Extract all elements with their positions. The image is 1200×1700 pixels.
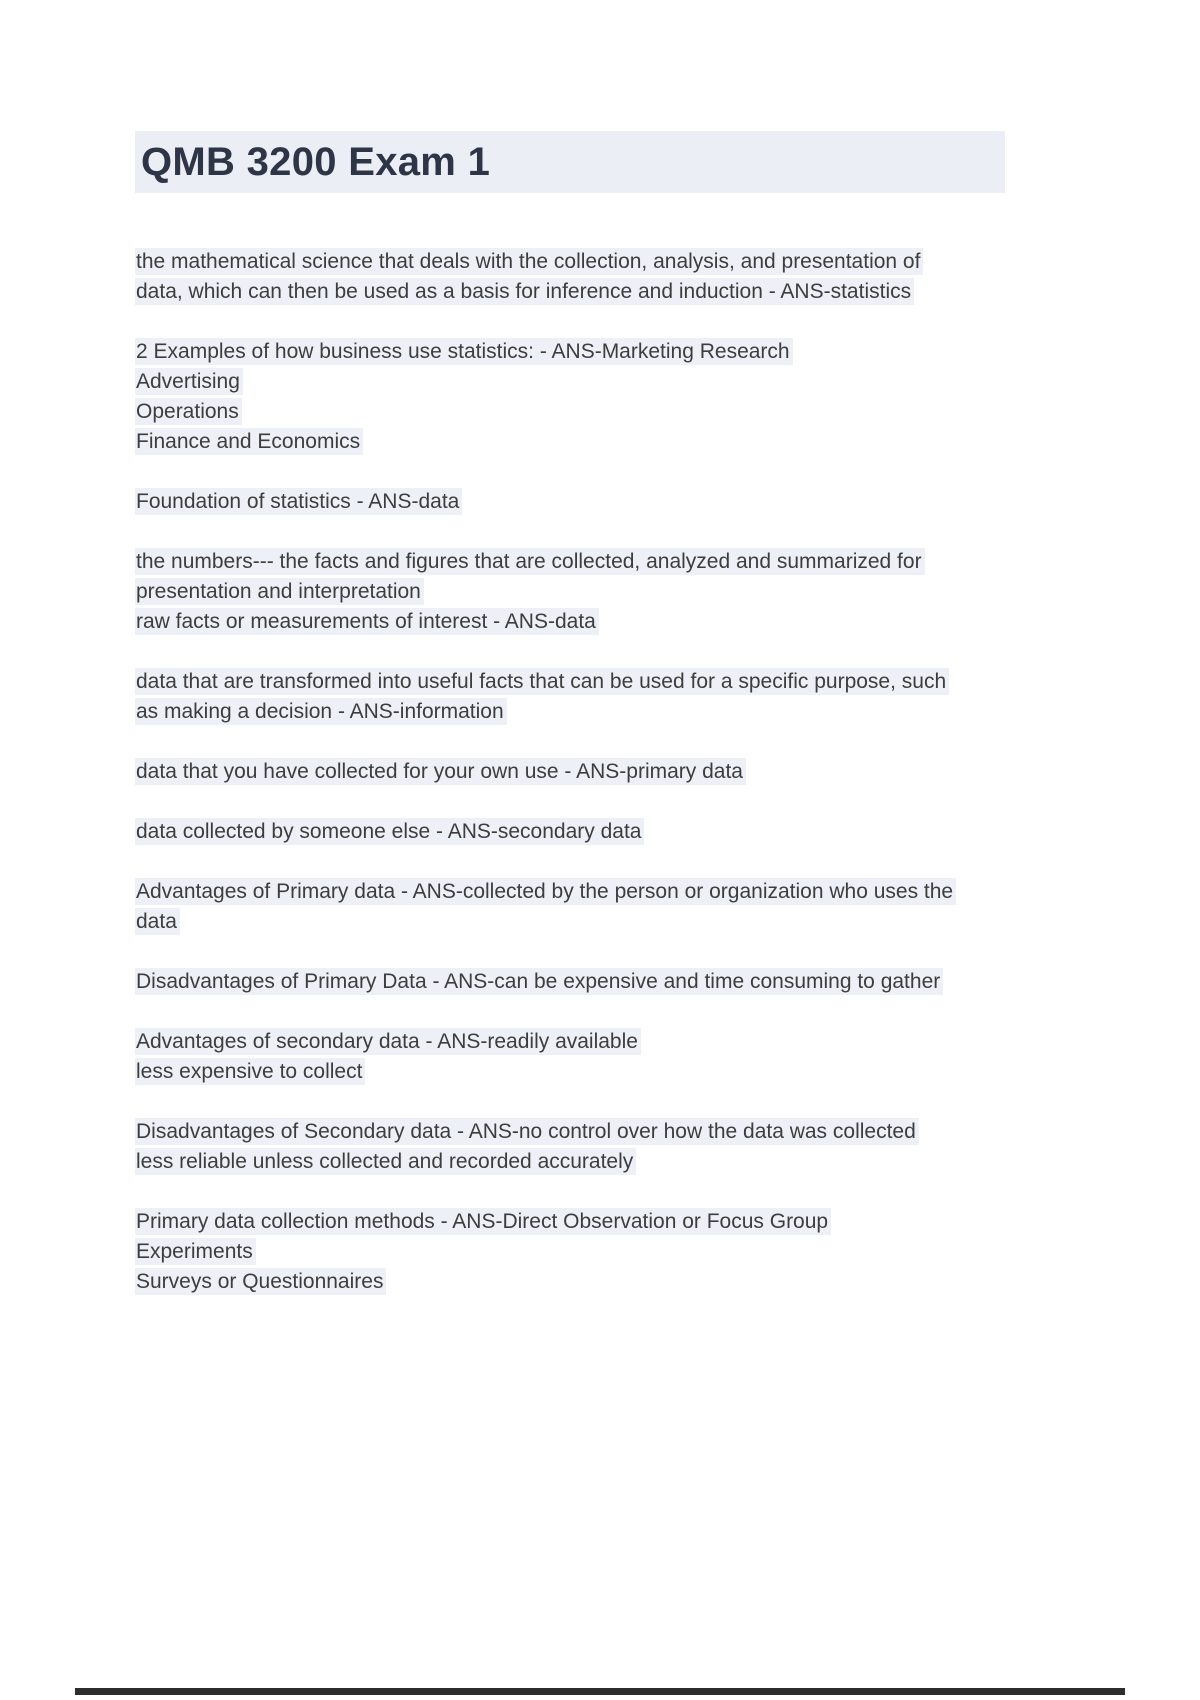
text-block [135,967,1025,997]
text-block [135,667,1025,727]
text-line [135,907,1025,937]
highlighted-text: Advantages of Primary data - ANS-collected by the person or organization who uses the [135,878,956,905]
highlighted-text: Experiments [135,1238,256,1265]
highlighted-text: data that are transformed into useful facts that can be used for a specific purpose, such [135,668,949,695]
text-line [135,247,1025,277]
text-block [135,817,1025,847]
text-block [135,1117,1025,1177]
highlighted-text: 2 Examples of how business use statistics: - ANS-Marketing Research [135,338,793,365]
highlighted-text: data [135,908,180,935]
text-line [135,1117,1025,1147]
text-block [135,1207,1025,1297]
highlighted-text: Surveys or Questionnaires [135,1268,386,1295]
text-block [135,487,1025,517]
highlighted-text: presentation and interpretation [135,578,424,605]
text-block [135,1027,1025,1087]
text-line [135,427,1025,457]
text-line [135,667,1025,697]
highlighted-text: Advantages of secondary data - ANS-readily available [135,1028,641,1055]
highlighted-text: Operations [135,398,242,425]
page-title: QMB 3200 Exam 1 [135,131,1005,193]
text-block [135,247,1025,307]
highlighted-text: raw facts or measurements of interest - ANS-data [135,608,599,635]
highlighted-text: Disadvantages of Primary Data - ANS-can be expensive and time consuming to gather [135,968,943,995]
text-block [135,757,1025,787]
text-line [135,967,1025,997]
highlighted-text: Primary data collection methods - ANS-Direct Observation or Focus Group [135,1208,831,1235]
highlighted-text: the mathematical science that deals with the collection, analysis, and presentation of [135,248,923,275]
text-block [135,337,1025,457]
text-line [135,1057,1025,1087]
highlighted-text: data that you have collected for your own use - ANS-primary data [135,758,746,785]
text-line [135,397,1025,427]
highlighted-text: less reliable unless collected and recorded accurately [135,1148,636,1175]
text-line [135,277,1025,307]
highlighted-text: less expensive to collect [135,1058,365,1085]
text-line [135,337,1025,367]
highlighted-text: data collected by someone else - ANS-secondary data [135,818,644,845]
text-block [135,547,1025,637]
highlighted-text: data, which can then be used as a basis for inference and induction - ANS-statistics [135,278,914,305]
text-line [135,817,1025,847]
page-bottom-divider [75,1688,1125,1695]
text-line [135,487,1025,517]
text-line [135,1207,1025,1237]
text-line [135,577,1025,607]
text-line [135,1237,1025,1267]
document-content [135,247,1025,1327]
highlighted-text: Advertising [135,368,243,395]
text-block [135,877,1025,937]
text-line [135,1267,1025,1297]
highlighted-text: the numbers--- the facts and figures that are collected, analyzed and summarized for [135,548,925,575]
highlighted-text: Foundation of statistics - ANS-data [135,488,462,515]
text-line [135,877,1025,907]
highlighted-text: as making a decision - ANS-information [135,698,507,725]
text-line [135,757,1025,787]
text-line [135,367,1025,397]
highlighted-text: Finance and Economics [135,428,363,455]
highlighted-text: Disadvantages of Secondary data - ANS-no control over how the data was collected [135,1118,919,1145]
text-line [135,1027,1025,1057]
text-line [135,547,1025,577]
text-line [135,607,1025,637]
text-line [135,1147,1025,1177]
text-line [135,697,1025,727]
